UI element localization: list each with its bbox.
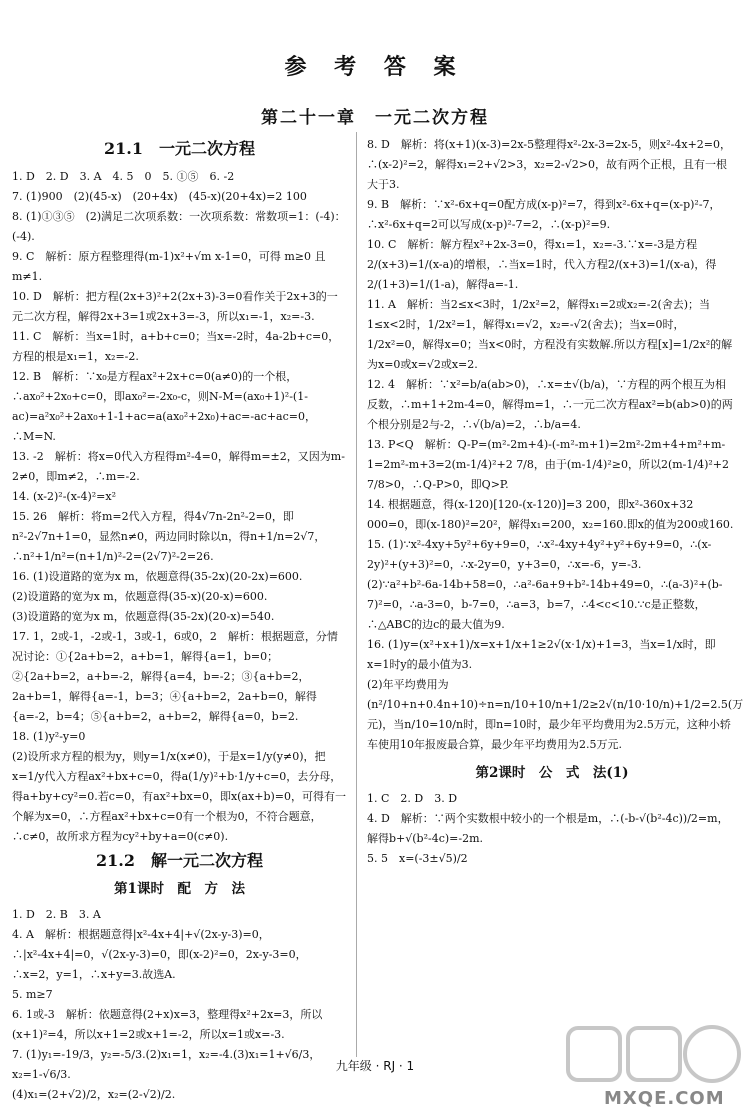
answer-item: 11. A 解析：当2≤x<3时，1/2x²=2，解得x₁=2或x₂=-2(舍去)；当1≤x<2时，1/2x²=1，解得x₁=√2，x₂=-√2(舍去)；当x=0时，1/2x²=0，解得x=0；当x<0时，方程没有实数解.所以方程[x]=1/2x²的解为x=0或x=√2或x=2. [367, 298, 733, 371]
answer-item: (2)∵a²+b²-6a-14b+58=0，∴a²-6a+9+b²-14b+49=0，∴(a-3)²+(b-7)²=0，∴a-3=0，b-7=0，∴a=3，b=7，∴4<c<10.∵c是正整数，∴△ABC的边c的最大值为9. [367, 578, 723, 631]
answer-item: 10. C 解析：解方程x²+2x-3=0，得x₁=1，x₂=-3.∵x=-3是方程2/(x+3)=1/(x-a)的增根，∴当x=1时，代入方程2/(x+3)=1/(x-a)，得2/(1+3)=1/(1-a)，解得a=-1. [367, 238, 717, 291]
answer-item: 15. 26 解析：将m=2代入方程，得4√7n-2n²-2=0，即n²-2√7n+1=0，显然n≠0，两边同时除以n，得n+1/n=2√7，∴n²+1/n²=(n+1/n)²-2=(2√7)²-2=26. [12, 510, 326, 563]
answer-item: 4. D 解析：∵两个实数根中较小的一个根是m，∴(-b-√(b²-4c))/2=m，解得b+√(b²-4c)=-2m. [367, 812, 729, 845]
lesson-heading-1: 第1课时 配 方 法 [114, 881, 245, 897]
chapter-title: 第二十一章 一元二次方程 [261, 108, 489, 128]
answer-item: (3)设道路的宽为x m，依题意得(35-2x)(20-x)=540. [12, 610, 275, 623]
answer-item: 10. D 解析：把方程(2x+3)²+2(2x+3)-3=0看作关于2x+3的一元二次方程，解得2x+3=1或2x+3=-3，所以x₁=-1，x₂=-3. [12, 290, 338, 323]
answer-item: 7. (1)900 (2)(45-x) (20+4x) (45-x)(20+4x)=2 100 [12, 190, 307, 203]
answer-item: 16. (1)y=(x²+x+1)/x=x+1/x+1≥2√(x·1/x)+1=3，当x=1/x时，即x=1时y的最小值为3. [367, 638, 716, 671]
answer-item: 13. P<Q 解析：Q-P=(m²-2m+4)-(-m²-m+1)=2m²-2m+4+m²+m-1=2m²-m+3=2(m-1/4)²+2 7/8，由于(m-1/4)²≥0，所以2(m-1/4)²+2 7/8>0，∴Q-P>0，即Q>P. [367, 438, 730, 491]
answer-item: (2)设道路的宽为x m，依题意得(35-x)(20-x)=600. [12, 590, 268, 603]
page-title: 参 考 答 案 [284, 54, 466, 80]
lesson-heading-2: 第2课时 公 式 法(1) [475, 765, 629, 781]
answer-item: 9. C 解析：原方程整理得(m-1)x²+√m x-1=0，可得 m≥0 且 m≠1. [12, 250, 326, 283]
answer-item: 13. -2 解析：将x=0代入方程得m²-4=0，解得m=±2，又因为m-2≠0，即m≠2，∴m=-2. [12, 450, 345, 483]
answer-item: 7. (1)y₁=-19/3，y₂=-5/3.(2)x₁=1，x₂=-4.(3)x₁=1+√6/3，x₂=1-√6/3. [12, 1048, 321, 1081]
answer-item: 9. B 解析：∵x²-6x+q=0配方成(x-p)²=7，得到x²-6x+q=(x-p)²-7，∴x²-6x+q=2可以写成(x-p)²-7=2，∴(x-p)²=9. [367, 198, 721, 231]
answer-item: 1. C 2. D 3. D [367, 792, 458, 805]
answer-item: 5. 5 x=(-3±√5)/2 [367, 852, 468, 865]
right-column [367, 135, 744, 869]
answer-item: 12. B 解析：∵x₀是方程ax²+2x+c=0(a≠0)的一个根，∴ax₀²+2x₀+c=0，即ax₀²=-2x₀-c，则N-M=(ax₀+1)²-(1-ac)=a²x₀²+2ax₀+1-1+ac=a(ax₀²+2x₀)+ac=-ac+ac=0，∴M=N. [12, 370, 316, 443]
answer-item: 15. (1)∵x²-4xy+5y²+6y+9=0，∴x²-4xy+4y²+y²+6y+9=0，∴(x-2y)²+(y+3)²=0，∴x-2y=0，y+3=0，∴x=-6，y=-3. [367, 538, 712, 571]
answer-item: 1. D 2. B 3. A [12, 908, 101, 921]
answer-item: 18. (1)y²-y=0 [12, 730, 86, 743]
answer-item: 1. D 2. D 3. A 4. 5 0 5. ①⑤ 6. -2 [12, 170, 235, 183]
answer-item: (4)x₁=(2+√2)/2，x₂=(2-√2)/2. [12, 1088, 176, 1101]
answer-item: 11. C 解析：当x=1时，a+b+c=0；当x=-2时，4a-2b+c=0，方程的根是x₁=1，x₂=-2. [12, 330, 340, 363]
answer-item: 14. (x-2)²-(x-4)²=x² [12, 490, 116, 503]
answer-item: 5. m≥7 [12, 988, 53, 1001]
answer-item: 12. 4 解析：∵x²=b/a(ab>0)，∴x=±√(b/a)，∵方程的两个根互为相反数，∴m+1+2m-4=0，解得m=1，∴一元二次方程ax²=b(ab>0)的两个根分别是2与-2，∴√(b/a)=2，∴b/a=4. [367, 378, 733, 431]
answer-item: 16. (1)设道路的宽为x m，依题意得(35-2x)(20-2x)=600. [12, 570, 303, 583]
answer-item: (2)设所求方程的根为y，则y=1/x(x≠0)，于是x=1/y(y≠0)，把x=1/y代入方程ax²+bx+c=0，得a(1/y)²+b·1/y+c=0，去分母，得a+by+cy²=0.若c=0，有ax²+bx=0，即x(ax+b)=0，可得有一个解为x=0，∴方程ax²+bx+c=0有一个根为0，不符合题意，∴c≠0，故所求方程为cy²+by+a=0(c≠0). [12, 750, 346, 843]
answer-item: 6. 1或-3 解析：依题意得(2+x)x=3，整理得x²+2x=3，所以(x+1)²=4，所以x+1=2或x+1=-2，所以x=1或x=-3. [12, 1008, 323, 1041]
section-heading-21-2: 21.2 解一元二次方程 [96, 851, 263, 870]
answer-item: 4. A 解析：根据题意得|x²-4x+4|+√(2x-y-3)=0，∴|x²-4x+4|=0，√(2x-y-3)=0，即(x-2)²=0，2x-y-3=0，∴x=2，y=1，∴x+y=3.故选A. [12, 928, 307, 981]
answer-item: 8. D 解析：将(x+1)(x-3)=2x-5整理得x²-2x-3=2x-5，则x²-4x+2=0，∴(x-2)²=2，解得x₁=2+√2>3，x₂=2-√2>0，故有两个正根，且有一根大于3. [367, 138, 732, 191]
page-footer: 九年级 · RJ · 1 [335, 1059, 415, 1073]
column-divider [356, 132, 357, 1057]
answer-item: 8. (1)①③⑤ (2)满足二次项系数：一次项系数：常数项=1：(-4)：(-4). [12, 210, 346, 243]
section-heading-21-1: 21.1 一元二次方程 [104, 139, 255, 158]
answer-item: 14. 根据题意，得(x-120)[120-(x-120)]=3 200，即x²-360x+32 000=0，即(x-180)²=20²，解得x₁=200，x₂=160.即x的值为200或160. [367, 498, 734, 531]
answer-item: 17. 1，2或-1，-2或-1，3或-1，6或0，2 解析：根据题意，分情况讨论：①{2a+b=2，a+b=1，解得{a=1，b=0；②{2a+b=2，a+b=-2，解得{a=4，b=-2；③{a+b=2，2a+b=1，解得{a=-1，b=3；④{a+b=2，2a+b=0，解得{a=-2，b=4；⑤{a+b=2，a+b=2，解得{a=0，b=2. [12, 630, 338, 723]
answer-item: (2)年平均费用为(n²/10+n+0.4n+10)÷n=n/10+10/n+1/2≥2√(n/10·10/n)+1/2=2.5(万元)，当n/10=10/n时，即n=10时，最少年平均费用为2.5万元，这种小轿车使用10年报废最合算，最少年平均费用为2.5万元. [367, 678, 744, 751]
left-column [12, 135, 347, 1105]
watermark-url: MXQE.COM [604, 1088, 725, 1109]
